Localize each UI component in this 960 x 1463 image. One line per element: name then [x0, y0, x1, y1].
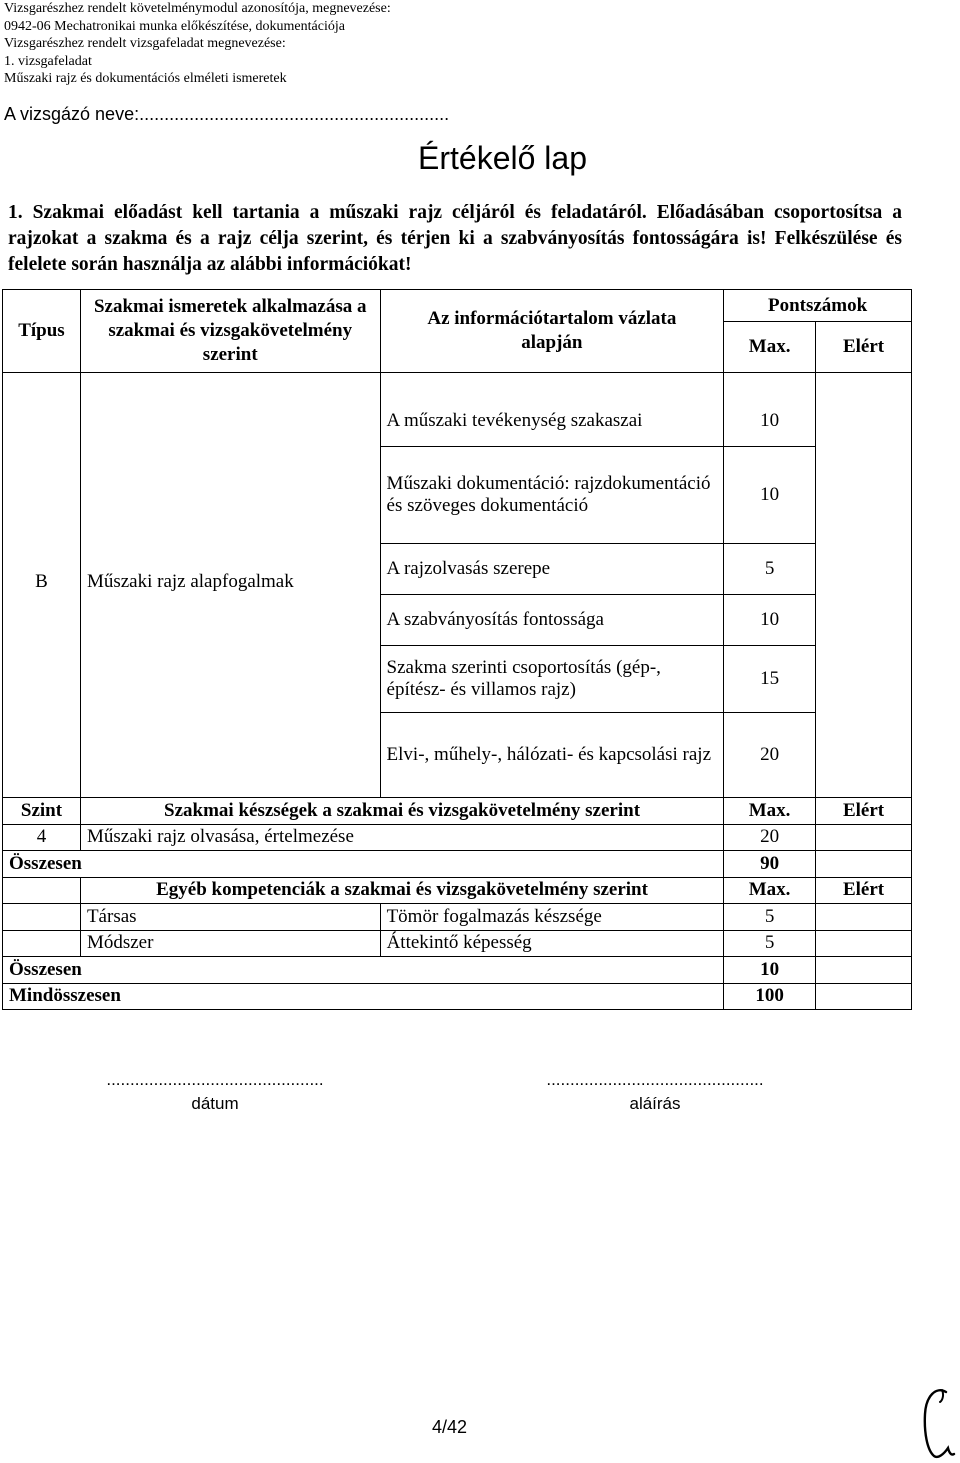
competencies-total-label: Összesen: [3, 957, 724, 984]
max-row-2: 10: [724, 447, 816, 544]
competency-category: Társas: [80, 904, 380, 931]
skill-item: Műszaki rajz olvasása, értelmezése: [80, 824, 723, 851]
info-row-1: A műszaki tevékenység szakaszai: [380, 373, 724, 447]
header-knowledge: Szakmai ismeretek alkalmazása a szakmai és vizsgakövetelmény szerint: [80, 290, 380, 373]
date-dots: ..............................................: [106, 1070, 324, 1089]
grand-total: 100: [724, 983, 816, 1010]
info-row-6: Elvi-, műhely-, hálózati- és kapcsolási rajz: [380, 713, 724, 798]
page-title: Értékelő lap: [418, 140, 587, 176]
task-description: 1. Szakmai előadást kell tartania a műszaki rajz céljáról és feladatáról. Előadásában csoportosítsa a rajzokat a szakma és a rajz célja szerint, és térjen ki a szabványosítás fontosságára is! Felkészülése és felelete során használja az alábbi információkat!: [8, 202, 902, 275]
skills-level-header: Szint: [3, 798, 81, 825]
knowledge-table: [2, 289, 912, 798]
skills-total-achieved[interactable]: [816, 851, 912, 878]
date-signature-block: [85, 1068, 345, 1116]
max-row-5: 15: [724, 646, 816, 713]
competencies-max-header: Max.: [724, 877, 816, 904]
skills-total-label: Összesen: [3, 851, 724, 878]
date-label: dátum: [191, 1094, 239, 1113]
max-row-6: 20: [724, 713, 816, 798]
info-row-4: A szabványosítás fontossága: [380, 595, 724, 646]
document-header: [4, 0, 391, 88]
skill-max: 20: [724, 824, 816, 851]
info-row-5: Szakma szerinti csoportosítás (gép-, építész- és villamos rajz): [380, 646, 724, 713]
max-row-1: 10: [724, 373, 816, 447]
competencies-header: Egyéb kompetenciák a szakmai és vizsgakövetelmény szerint: [80, 877, 723, 904]
competency-empty-cell: [3, 877, 81, 904]
sign-dots: ..............................................: [546, 1070, 764, 1089]
competency-achieved[interactable]: [816, 930, 912, 957]
competency-name: Tömör fogalmazás készsége: [380, 904, 724, 931]
competency-empty-cell: [3, 904, 81, 931]
skills-header: Szakmai készségek a szakmai és vizsgakövetelmény szerint: [80, 798, 723, 825]
max-row-3: 5: [724, 544, 816, 595]
info-row-2: Műszaki dokumentáció: rajzdokumentáció és szöveges dokumentáció: [380, 447, 724, 544]
skill-level: 4: [3, 824, 81, 851]
knowledge-topic: Műszaki rajz alapfogalmak: [80, 373, 380, 798]
header-module-label: Vizsgarészhez rendelt követelménymodul azonosítója, megnevezése:: [4, 1, 391, 16]
grand-total-achieved[interactable]: [816, 983, 912, 1010]
max-row-4: 10: [724, 595, 816, 646]
competency-max: 5: [724, 930, 816, 957]
header-task-label: Vizsgarészhez rendelt vizsgafeladat megnevezése:: [4, 36, 286, 52]
skills-achieved-header: Elért: [816, 798, 912, 825]
skills-max-header: Max.: [724, 798, 816, 825]
header-type: Típus: [3, 290, 81, 373]
competencies-achieved-header: Elért: [816, 877, 912, 904]
header-points: Pontszámok: [724, 290, 912, 322]
candidate-name-field: A vizsgázó neve:..............................................................: [4, 104, 450, 124]
achieved-knowledge[interactable]: [816, 373, 912, 798]
competency-max: 5: [724, 904, 816, 931]
header-task-name: Műszaki rajz és dokumentációs elméleti ismeretek: [4, 71, 287, 87]
page-number: 4/42: [432, 1417, 468, 1437]
knowledge-type: B: [3, 373, 81, 798]
sign-label: aláírás: [629, 1094, 681, 1113]
skills-table: [2, 797, 912, 1010]
header-task-number: 1. vizsgafeladat: [4, 53, 92, 69]
competencies-total-achieved[interactable]: [816, 957, 912, 984]
competency-name: Áttekintő képesség: [380, 930, 724, 957]
competency-empty-cell: [3, 930, 81, 957]
header-max: Max.: [724, 322, 816, 373]
skill-achieved[interactable]: [816, 824, 912, 851]
header-module-name: 0942-06 Mechatronikai munka előkészítése, dokumentációja: [4, 18, 345, 34]
info-row-3: A rajzolvasás szerepe: [380, 544, 724, 595]
competency-category: Módszer: [80, 930, 380, 957]
sign-signature-block: [525, 1068, 785, 1116]
competencies-total: 10: [724, 957, 816, 984]
grand-total-label: Mindösszesen: [3, 983, 724, 1010]
skills-total: 90: [724, 851, 816, 878]
competency-achieved[interactable]: [816, 904, 912, 931]
handwritten-mark-icon: [916, 1386, 956, 1460]
header-info: Az információtartalom vázlata alapján: [380, 290, 724, 373]
header-achieved: Elért: [816, 322, 912, 373]
